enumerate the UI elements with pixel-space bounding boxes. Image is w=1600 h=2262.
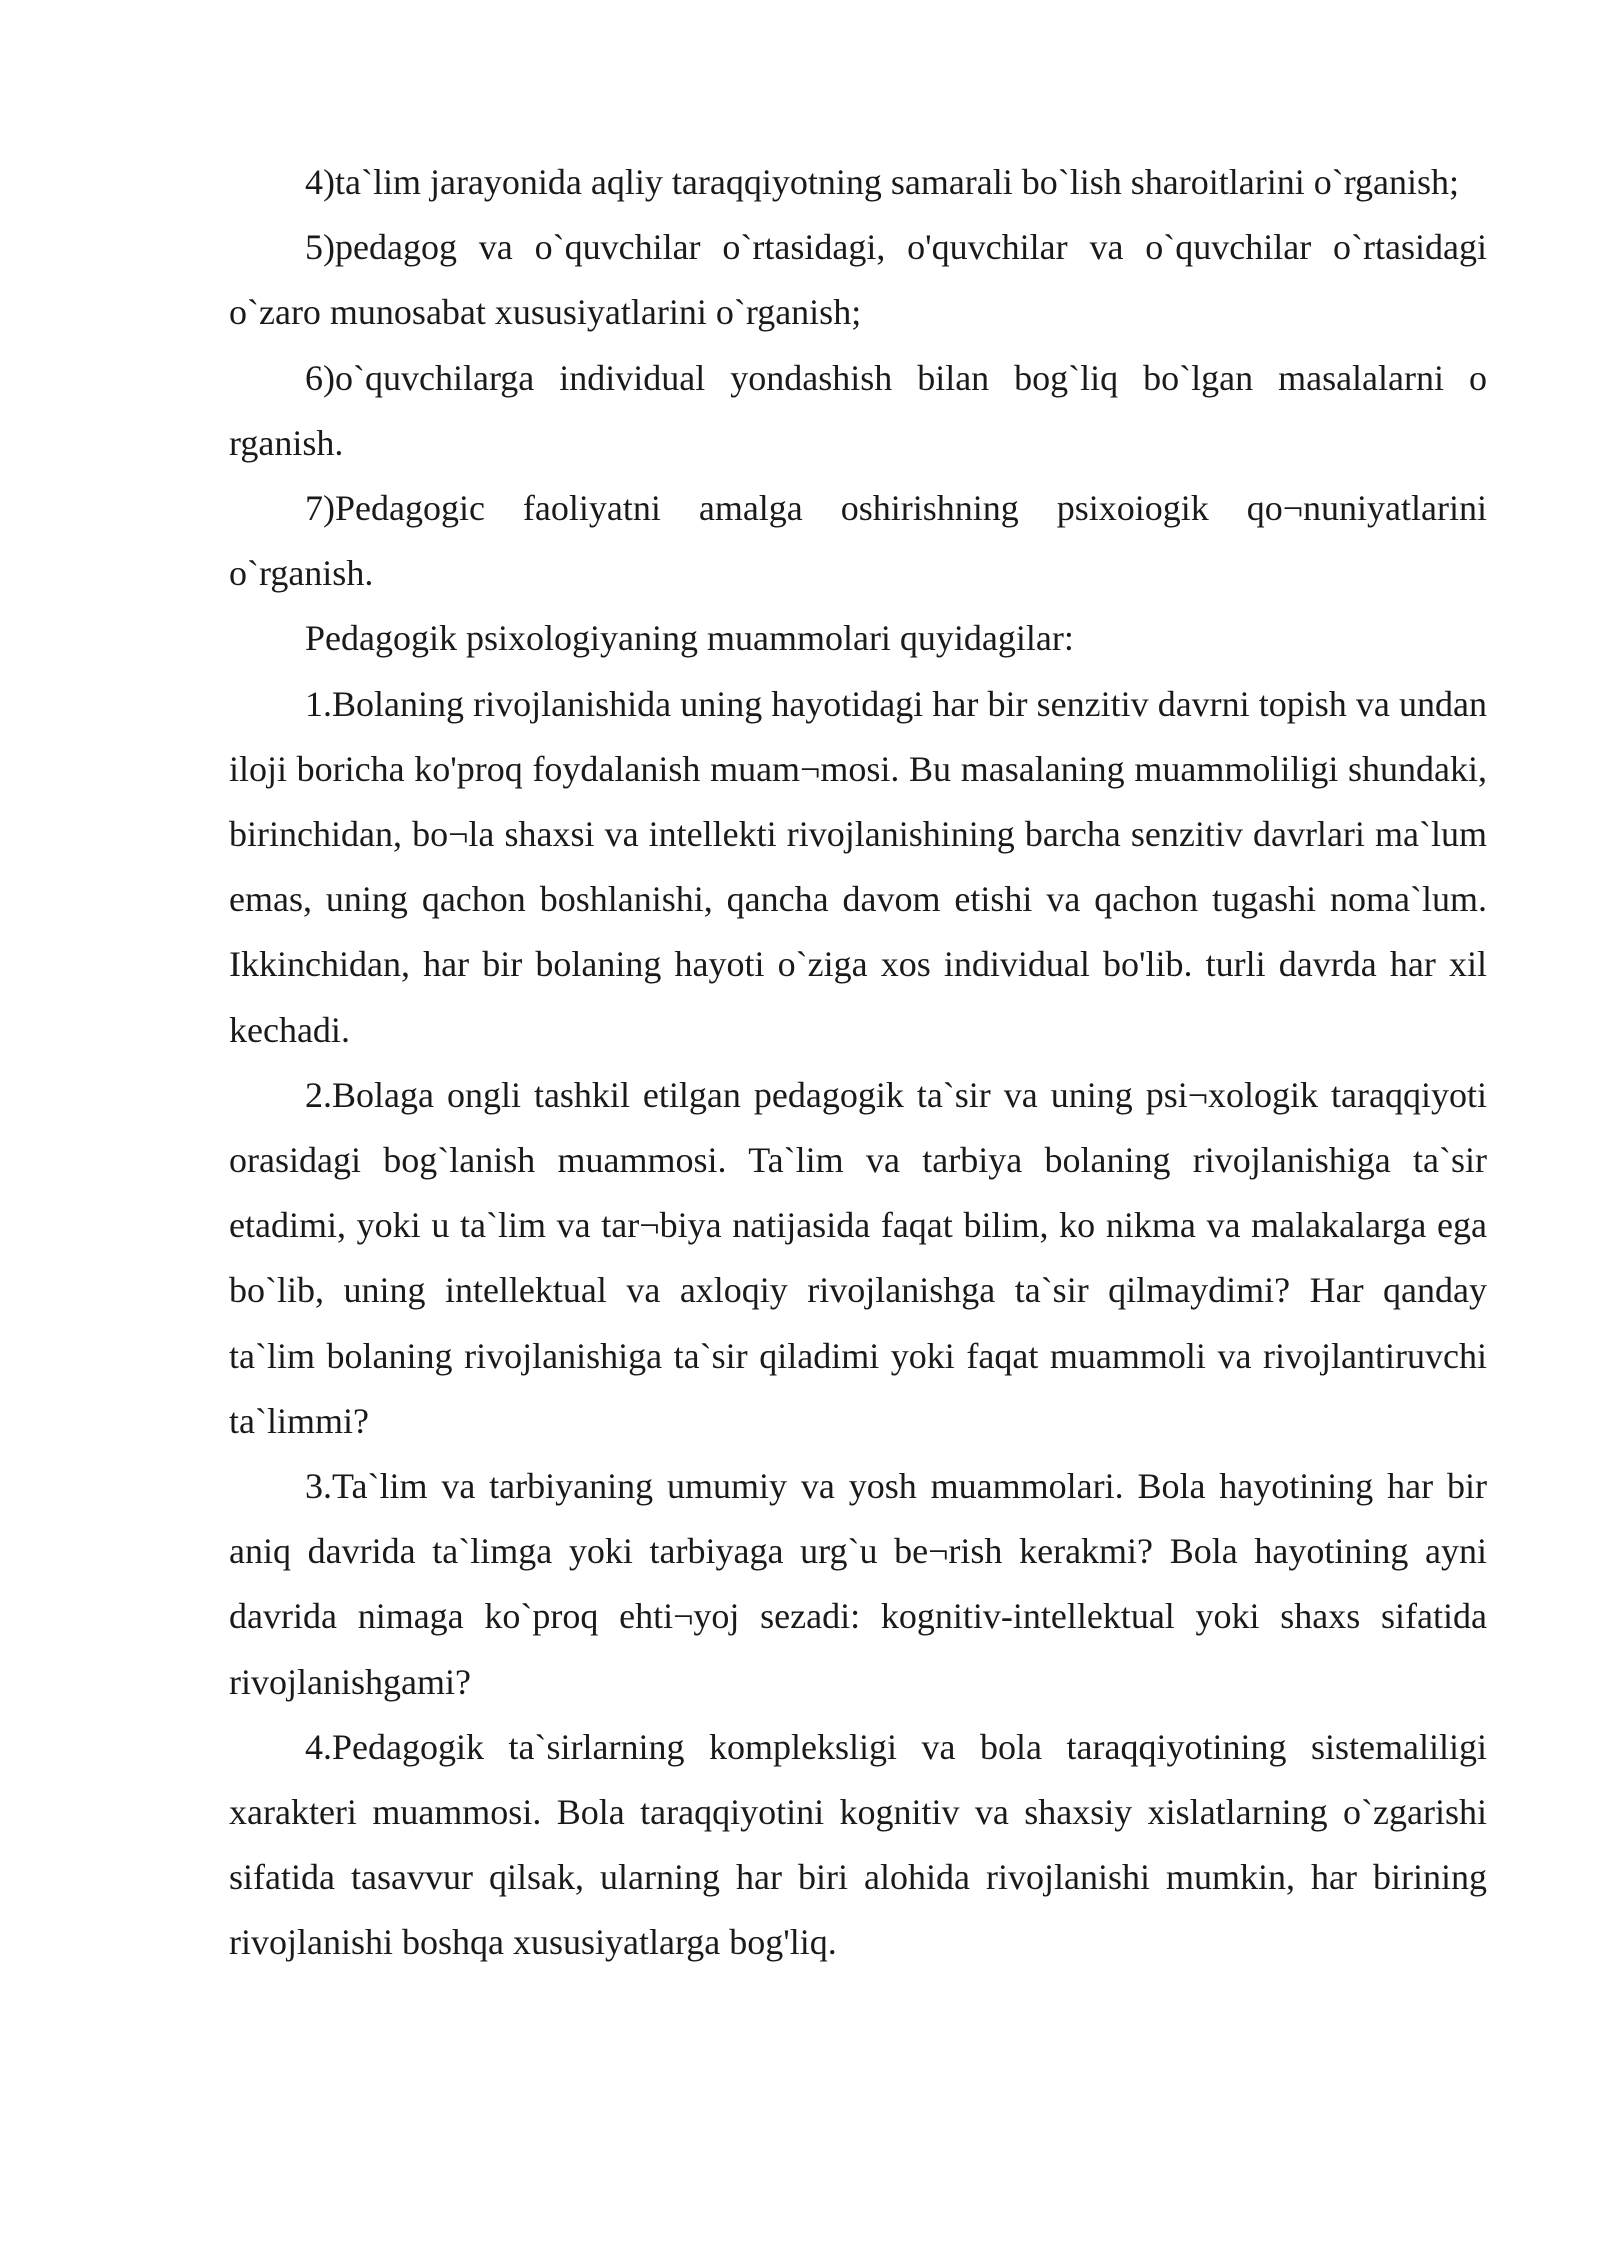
paragraph-problem-4-complexity: 4.Pedagogik ta`sirlarning kompleksligi va bola taraqqiyotining sistemaliligi xarakteri muammosi. Bola taraqqiyotini kognitiv va shaxsiy xislatlarning o`zgarishi sifatida tasavvur qilsak, ularning har biri alohida rivojlanishi mumkin, har birining rivojlanishi boshqa xususiyatlarga bog'liq. [229, 1726, 1487, 1963]
paragraph-problem-3-general-age-problems: 3.Ta`lim va tarbiyaning umumiy va yosh muammolari. Bola hayotining har bir aniq davrida ta`limga yoki tarbiyaga urg`u be¬rish kerakmi? Bola hayotining ayni davrida nimaga ko`proq ehti¬yoj sezadi: kognitiv-intellektual yoki shaxs sifatida rivojlanishgami? [229, 1466, 1487, 1702]
paragraph-problem-2-pedagogical-influence: 2.Bolaga ongli tashkil etilgan pedagogik ta`sir va uning psi¬xologik taraqqiyoti orasidagi bog`lanish muammosi. Ta`lim va tarbiya bolaning rivojlanishiga ta`sir etadimi, yoki u ta`lim va tar¬biya natijasida faqat bilim, ko nikma va malakalarga ega bo`lib, uning intellektual va axloqiy rivojlanishga ta`sir qilmaydimi? Har qanday ta`lim bolaning rivojlanishiga ta`sir qiladimi yoki faqat muammoli va rivojlantiruvchi ta`limmi? [229, 1074, 1487, 1441]
paragraph-problem-1-sensitive-periods: 1.Bolaning rivojlanishida uning hayotidagi har bir senzitiv davrni topish va undan iloji boricha ko'proq foydalanish muam¬mosi. Bu masalaning muammoliligi shundaki, birinchidan, bo¬la shaxsi va intellekti rivojlanishining barcha senzitiv davrlari ma`lum emas, uning qachon boshlanishi, qancha davom etishi va qachon tugashi noma`lum. Ikkinchidan, har bir bolaning hayoti o`ziga xos individual bo'lib. turli davrda har xil kechadi. [229, 683, 1487, 1050]
paragraph-item-6-individual-approach: 6)o`quvchilarga individual yondashish bilan bog`liq bo`lgan masalalarni o rganish. [229, 357, 1487, 463]
paragraph-item-5-relationships: 5)pedagog va o`quvchilar o`rtasidagi, o'quvchilar va o`quvchilar o`rtasidagi o`zaro munosabat xususiyatlarini o`rganish; [229, 227, 1487, 333]
paragraph-problems-intro: Pedagogik psixologiyaning muammolari quyidagilar: [305, 618, 1074, 659]
paragraph-item-4-study-conditions: 4)ta`lim jarayonida aqliy taraqqiyotning samarali bo`lish sharoitlarini o`rganish; [305, 162, 1460, 202]
document-body [229, 150, 1487, 1976]
paragraph-item-7-psychological-laws: 7)Pedagogic faoliyatni amalga oshirishning psixoiogik qo¬nuniyatlarini o`rganish. [229, 488, 1487, 594]
